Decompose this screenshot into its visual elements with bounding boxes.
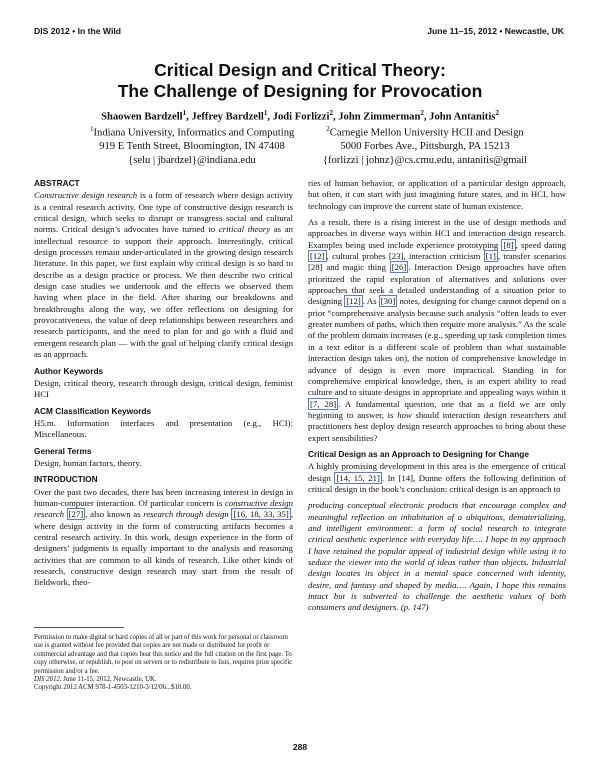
affiliation-number: 1	[90, 125, 94, 133]
author-name: Jeffrey Bardzell	[191, 111, 264, 123]
citation-link[interactable]: [12]	[310, 251, 325, 262]
intro-text-part: , where design activity in the form of constructing artifacts becomes a central research activity. In this work, design experience in the form of designers’ judgments is equally important to the analysis and reasoning activities that are common to all kinds of research. Like other kinds of research, constructive design research may start from the result of fieldwork, theo-	[34, 509, 294, 588]
author-affiliation-mark: 1	[263, 109, 268, 117]
abstract-text-part: is a form of research where design activity is a central research activity. One type of constructive design research is critical design, which seeks to disrupt or transgress social and cultural norms. Critical design’s advocates have turned to	[34, 190, 294, 235]
affiliation-email: {selu | jbardzel}@indiana.edu	[128, 154, 256, 166]
page-number: 288	[292, 742, 308, 752]
text-part: , Dunne offers the following definition of critical design in the book’s conclusion: critical design is an approach to	[308, 472, 566, 494]
citation-link[interactable]: [26]	[391, 262, 407, 273]
author-keywords-text: Design, critical theory, research through design, critical design, feminist HCI	[34, 377, 293, 400]
text-part: should interaction design researchers and practitioners best deploy design research approaches to bring about these expert sensibilities?	[308, 409, 567, 443]
text-part: . As	[362, 296, 379, 307]
running-header-right: June 11–15, 2012 • Newcastle, UK	[427, 26, 564, 36]
introduction-heading: INTRODUCTION	[34, 474, 98, 485]
author-name: Shaowen Bardzell	[101, 111, 183, 123]
permission-notice	[34, 634, 293, 693]
text-part: , transfer scenarios	[497, 251, 566, 262]
affiliation-address: 919 E Tenth Street, Bloomington, IN 47408	[99, 141, 285, 153]
affiliation-left	[90, 123, 294, 167]
citation-link[interactable]: [23]	[388, 251, 404, 262]
venue-name: DIS 2012	[34, 676, 60, 684]
abstract-text	[34, 190, 293, 360]
affiliation-address: 5000 Forbes Ave., Pittsburgh, PA 15213	[340, 141, 510, 153]
citation-link[interactable]: [28]	[308, 262, 323, 273]
author-affiliation-mark: 2	[329, 109, 333, 117]
copyright-line: Copyright 2012 ACM 978-1-4503-1210-3/12/06...$10.00.	[34, 684, 192, 692]
venue-line	[34, 676, 293, 684]
emphasis: Constructive design research	[34, 190, 138, 201]
text-part: . Interaction Design approaches have often prioritized the rapid exploration of alternatives and solutions over approaches that seek a detailed understanding of a situation prior to designing	[308, 262, 566, 307]
abstract-heading: ABSTRACT	[34, 178, 80, 188]
introduction-text	[34, 487, 293, 589]
citation-link[interactable]: [8]	[503, 239, 514, 250]
general-terms-text: Design, human factors, theory.	[34, 457, 142, 468]
emphasis: critical theory	[218, 224, 271, 235]
footnote-divider	[34, 627, 124, 628]
author-name: John Zimmerman	[338, 111, 421, 123]
citation-link[interactable]: [1]	[485, 251, 496, 262]
citation-link[interactable]: [14]	[398, 472, 414, 483]
author-name: Jodi Forlizzi	[272, 111, 330, 123]
emphasis: constructive design research	[34, 497, 294, 520]
text-part: notes, designing for change cannot depend on a prior “comprehensive analysis because such analysis “often leads to ever greater numbers of paths, which then require more analysis.” As the scale of the problem domain increases (e.g., speeding up task completion times in a text editor is a different scale of problem than what sustainable interaction design takes on), the notion of comprehensive knowledge in advance of design is even more impractical. Standing in for comprehensive empirical knowledge, then, is an expert ability to read culture and to situate designs in appropriate and appealing ways within it	[308, 296, 567, 398]
intro-text-part: , also known as	[85, 509, 144, 520]
text-part: , interaction criticism	[403, 251, 484, 262]
acm-classification-heading: ACM Classification Keywords	[34, 405, 152, 416]
acm-classification-text: H5.m. Information interfaces and presentation (e.g., HCI): Miscellaneous.	[34, 417, 293, 440]
citation-link[interactable]: [7, 28]	[310, 398, 337, 409]
author-affiliation-mark: 1	[182, 109, 187, 117]
paper-title-line2: The Challenge of Designing for Provocation	[117, 81, 483, 101]
affiliation-number: 2	[326, 125, 330, 133]
text-part: , cultural probes	[326, 251, 389, 262]
emphasis: how	[397, 409, 412, 420]
venue-details: , June 11-15, 2012, Newcastle, UK.	[59, 676, 157, 684]
right-column	[308, 178, 566, 619]
text-part: . In	[381, 472, 399, 483]
affiliation-institution: Carnegie Mellon University HCII and Design	[329, 127, 524, 139]
text-part: and magic thing	[322, 262, 390, 273]
general-terms-heading: General Terms	[34, 445, 92, 456]
citation-link[interactable]: [12]	[346, 296, 361, 307]
citation-link[interactable]: [27]	[68, 509, 84, 520]
permission-text: Permission to make digital or hard copies of all or part of this work for personal or classroom use is granted without fee provided that copies are not made or distributed for profit or commercial advantage and that copies bear this notice and the full citation on the first page. To copy otherwise, or republish, to post on servers or to redistribute to lists, requires prior specific permission and/or a fee.	[34, 634, 293, 675]
citation-link[interactable]: [30]	[380, 296, 396, 307]
paper-title-line1: Critical Design and Critical Theory:	[154, 60, 446, 80]
affiliation-institution: Indiana University, Informatics and Computing	[93, 127, 295, 139]
body-paragraph	[308, 461, 566, 495]
author-name: John Antanitis	[429, 111, 496, 123]
body-paragraph: ries of human behavior, or application of a particular design approach, but often, it can start with just imagining future states, and in HCI, how technology can improve the current state of human existence.	[308, 178, 566, 211]
author-keywords-heading: Author Keywords	[34, 365, 104, 376]
abstract-text-part: as an intellectual resource to support their approach. Interestingly, critical design processes remain under-articulated in the growing design research literature. In this paper, we first explain why critical design is so hard to describe as a design practice or process. We then describe two critical design case studies we undertook and the effects we observed them having when place in the field. After sharing our breakdowns and breakthroughs along the way, we offer reflections on designing for provocativeness, the value of deep relationships between researchers and research participants, and the need to plan for and go with a fluid and emergent research plan — with the goal of helping clarify critical design as an approach.	[34, 224, 293, 360]
author-list: Shaowen Bardzell$^1$, Jeffrey Bardzell$^1$, Jodi Forlizzi$^2$, John Zimmerman$^2$, John Antanitis$^2$	[101, 109, 499, 123]
section-heading: Critical Design as an Approach to Designing for Change	[308, 448, 529, 459]
citation-link[interactable]: [14, 15, 21]	[336, 472, 380, 483]
text-part: . A fundamental question, one that as a field we are only beginning to answer, is	[308, 398, 567, 420]
author-affiliation-mark: 2	[420, 109, 424, 117]
body-paragraph	[308, 217, 566, 444]
affiliation-right	[308, 123, 542, 167]
running-header-left: DIS 2012 • In the Wild	[34, 26, 121, 36]
affiliation-email: {forlizzi | johnz}@cs.cmu.edu, antanitis@gmail	[322, 154, 528, 166]
left-column	[34, 178, 293, 594]
text-part: As a result, there is a rising interest in the use of design methods and approaches in diverse ways within HCI and interaction design research. Examples being used include experience prototyping	[308, 217, 566, 250]
block-quote: producing conceptual electronic products that encourage complex and meaningful reflection on inhabitation of a ubiquitous, dematerializing, and intelligent environment: a form of social research to integrate critical aesthetic experience with everyday life…. I hope in my approach I have retained the popular appeal of industrial design while using it to seduce the viewer into the world of ideas rather than objects. Industrial design locates its object in a mental space concerned with identity, desire, and fantasy and shaped by media…. Again, I hope this remains intact but is subverted to challenge the aesthetic values of both consumers and designers. (p. 147)	[308, 500, 566, 613]
citation-link[interactable]: [16, 18, 33, 35]	[233, 509, 289, 520]
intro-text-part: Over the past two decades, there has been increasing interest in design in human-computer interaction. Of particular concern is	[34, 486, 293, 508]
author-affiliation-mark: 2	[495, 109, 499, 117]
text-part: A highly promising development in this area is the emergence of critical design	[308, 461, 566, 483]
emphasis: research through design	[143, 509, 229, 520]
text-part: , speed dating	[515, 239, 566, 250]
